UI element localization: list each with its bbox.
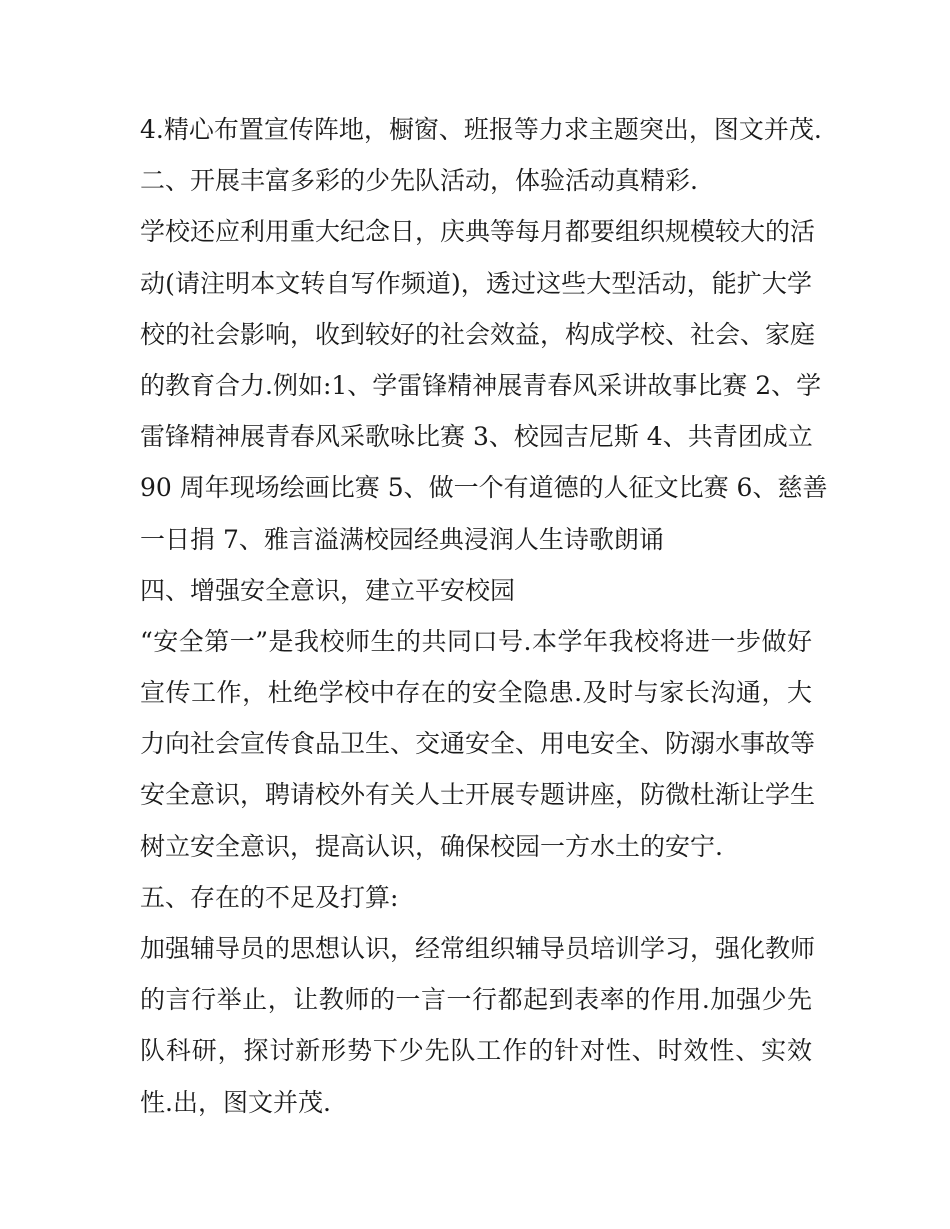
text-line: 安全意识，聘请校外有关人士开展专题讲座，防微杜渐让学生: [140, 780, 816, 810]
text-line: 的言行举止，让教师的一言一行都起到表率的作用.加强少先: [140, 985, 812, 1015]
text-line: 校的社会影响，收到较好的社会效益，构成学校、社会、家庭: [140, 319, 816, 349]
text-line: 90 周年现场绘画比赛 5、做一个有道德的人征文比赛 6、慈善: [140, 473, 828, 503]
document-body: [140, 104, 828, 1128]
text-line: 树立安全意识，提高认识，确保校园一方水土的安宁.: [140, 831, 723, 861]
text-line: “安全第一”是我校师生的共同口号.本学年我校将进一步做好: [140, 626, 812, 656]
text-line: 二、开展丰富多彩的少先队活动，体验活动真精彩.: [140, 166, 698, 196]
text-line: 力向社会宣传食品卫生、交通安全、用电安全、防溺水事故等: [140, 729, 816, 759]
text-line: 性.出，图文并茂.: [140, 1087, 331, 1117]
text-line: 队科研，探讨新形势下少先队工作的针对性、时效性、实效: [140, 1036, 812, 1066]
text-line: 4.精心布置宣传阵地，橱窗、班报等力求主题突出，图文并茂.: [140, 115, 822, 144]
text-line: 宣传工作，杜绝学校中存在的安全隐患.及时与家长沟通，大: [140, 678, 812, 708]
section-heading: 四、增强安全意识，建立平安校园: [140, 575, 516, 605]
section-heading: 五、存在的不足及打算:: [140, 882, 399, 912]
text-line: 加强辅导员的思想认识，经常组织辅导员培训学习，强化教师: [140, 934, 816, 963]
text-line: 雷锋精神展青春风采歌咏比赛 3、校园吉尼斯 4、共青团成立: [140, 422, 813, 452]
text-line: 动(请注明本文转自写作频道)，透过这些大型活动，能扩大学: [140, 268, 812, 298]
text-line: 一日捐 7、雅言溢满校园经典浸润人生诗歌朗诵: [140, 524, 664, 554]
text-line: 学校还应利用重大纪念日，庆典等每月都要组织规模较大的活: [140, 217, 816, 247]
text-line: 的教育合力.例如:1、学雷锋精神展青春风采讲故事比赛 2、学: [140, 370, 822, 400]
